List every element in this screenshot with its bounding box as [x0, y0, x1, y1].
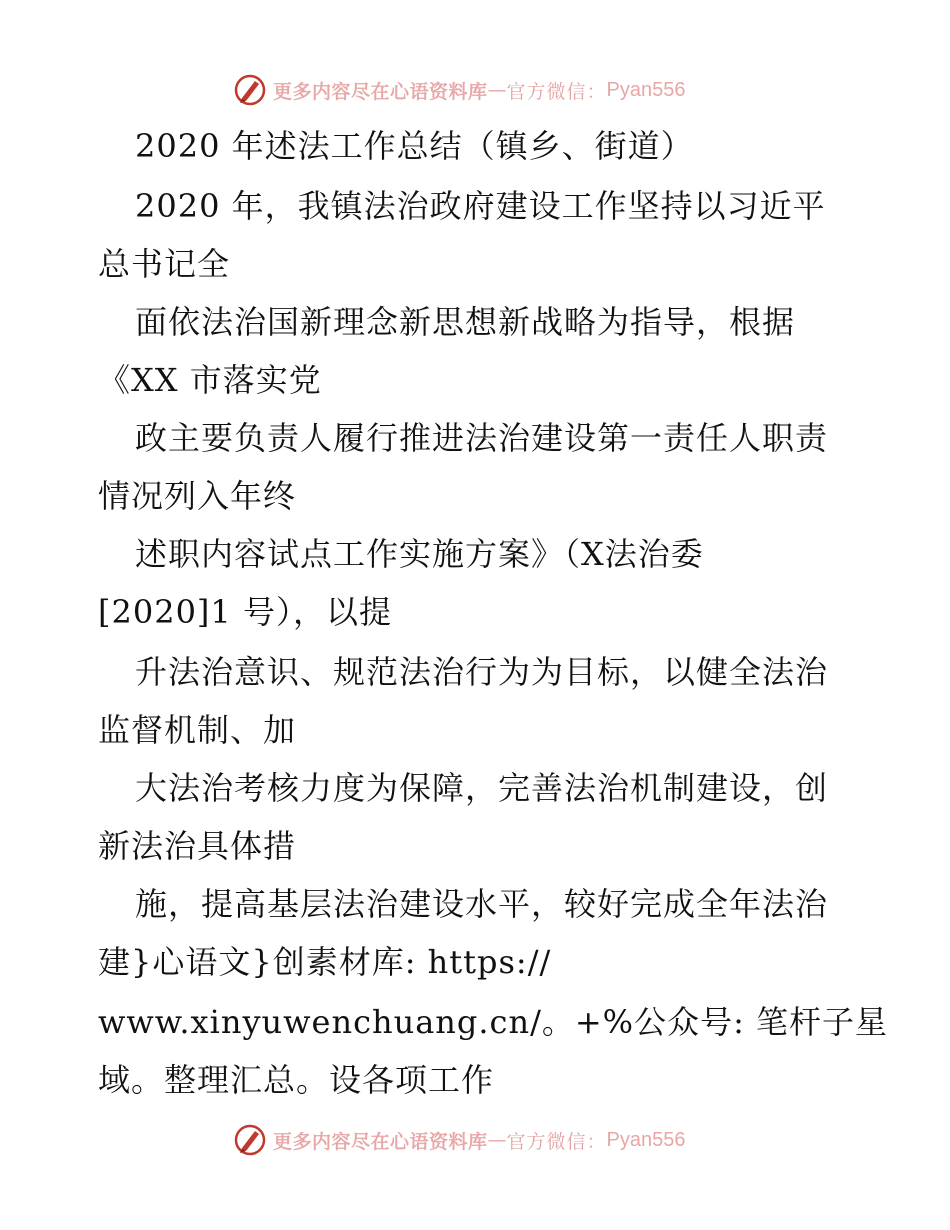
body-line: 新法治具体措 — [98, 827, 297, 865]
watermark-wechat-id: Pyan556 — [606, 1128, 686, 1151]
footer-watermark — [233, 1122, 793, 1158]
body-line: 面依法治国新理念新思想新战略为指导，根据 — [135, 303, 796, 341]
body-line: 域。整理汇总。设各项工作 — [98, 1061, 495, 1099]
watermark-main-text: 更多内容尽在心语资料库 — [273, 1130, 488, 1153]
body-line: 大法治考核力度为保障，完善法治机制建设，创 — [135, 769, 829, 807]
pen-logo-icon — [233, 73, 267, 107]
body-line: 总书记全 — [98, 245, 231, 283]
watermark-wechat-id: Pyan556 — [606, 78, 686, 101]
header-watermark — [233, 72, 793, 108]
watermark-wechat-label: 官方微信： — [506, 1130, 607, 1153]
body-line: 2020 年，我镇法治政府建设工作坚持以习近平 — [135, 187, 826, 225]
document-title: 2020 年述法工作总结（镇乡、街道） — [135, 127, 694, 165]
body-line: 升法治意识、规范法治行为为目标，以健全法治 — [135, 653, 829, 691]
watermark-wechat-label: 官方微信： — [506, 80, 607, 103]
body-line: 监督机制、加 — [98, 711, 297, 749]
watermark-main-text: 更多内容尽在心语资料库 — [273, 80, 488, 103]
body-line: 政主要负责人履行推进法治建设第一责任人职责 — [135, 419, 829, 457]
watermark-dash: — — [487, 1129, 507, 1151]
body-line: 《XX 市落实党 — [98, 361, 322, 399]
watermark-dash: — — [487, 79, 507, 101]
body-line: 情况列入年终 — [98, 477, 297, 515]
body-line: 述职内容试点工作实施方案》（X法治委 — [135, 535, 704, 573]
body-line: 建}心语文}创素材库: https:// — [98, 943, 552, 981]
body-line: 施，提高基层法治建设水平，较好完成全年法治 — [135, 885, 829, 923]
body-line: www.xinyuwenchuang.cn/。+%公众号: 笔杆子星 — [98, 1003, 889, 1041]
pen-logo-icon — [233, 1123, 267, 1157]
body-line: [2020]1 号），以提 — [98, 593, 392, 631]
